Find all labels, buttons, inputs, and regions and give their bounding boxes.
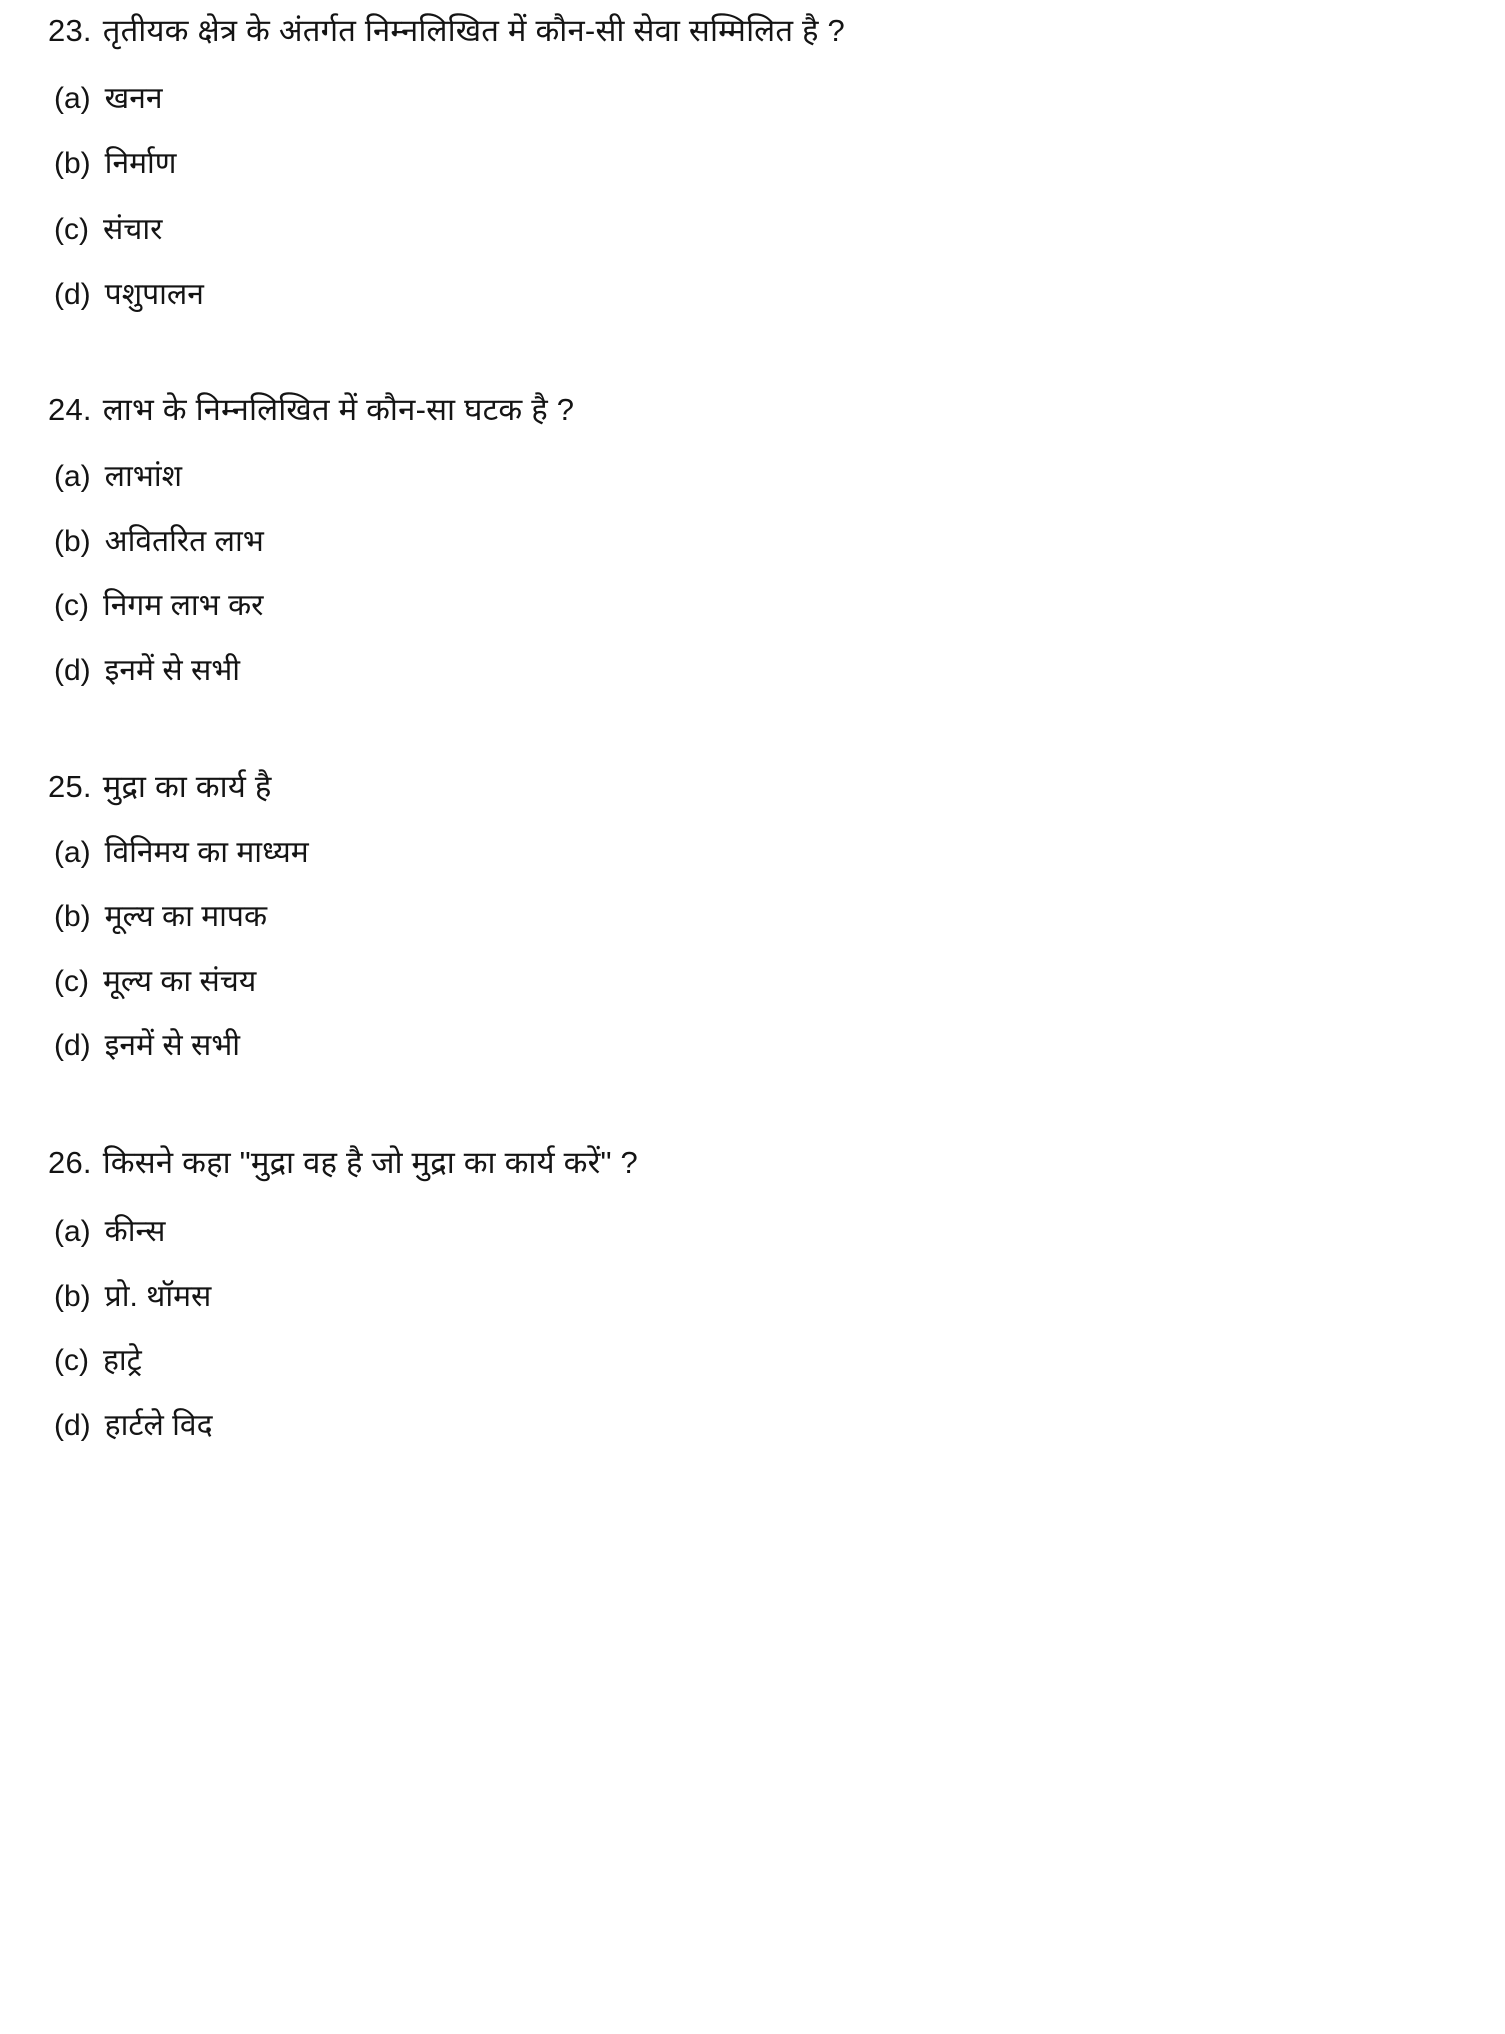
option-label: (d) — [54, 1029, 91, 1062]
option-list — [48, 1210, 1445, 1447]
option-d[interactable] — [48, 1024, 1445, 1068]
option-text: मूल्य का संचय — [102, 964, 257, 998]
option-label: (b) — [54, 1279, 91, 1313]
question-heading — [48, 1140, 1445, 1187]
option-label: (c) — [54, 1344, 89, 1377]
option-text: विनिमय का माध्यम — [104, 835, 309, 869]
question-text: लाभ के निम्नलिखित में कौन-सा घटक है ? — [102, 391, 575, 427]
option-b[interactable] — [48, 1275, 1445, 1319]
option-c[interactable] — [48, 584, 1445, 628]
option-text: निगम लाभ कर — [102, 589, 264, 622]
option-b[interactable] — [48, 520, 1445, 564]
question-block-23 — [48, 8, 1445, 317]
question-heading — [48, 764, 1445, 811]
question-block-25 — [48, 764, 1445, 1068]
option-list — [48, 77, 1445, 317]
option-text: प्रो. थॉमस — [104, 1279, 212, 1313]
question-heading — [48, 8, 1445, 55]
option-d[interactable] — [48, 1404, 1445, 1448]
question-number: 24. — [48, 391, 92, 427]
option-label: (a) — [54, 1215, 91, 1248]
option-text: संचार — [102, 212, 163, 246]
option-text: लाभांश — [104, 460, 183, 493]
question-number: 26. — [48, 1144, 92, 1180]
option-text: खनन — [104, 81, 163, 115]
option-text: इनमें से सभी — [104, 1029, 241, 1062]
option-a[interactable] — [48, 77, 1445, 121]
question-number: 25. — [48, 769, 92, 804]
option-text: इनमें से सभी — [104, 653, 241, 687]
option-text: कीन्स — [104, 1215, 166, 1248]
option-b[interactable] — [48, 895, 1445, 939]
option-c[interactable] — [48, 960, 1445, 1004]
option-label: (a) — [54, 81, 91, 115]
question-block-26 — [48, 1140, 1445, 1448]
option-a[interactable] — [48, 831, 1445, 875]
option-label: (b) — [54, 900, 91, 933]
option-c[interactable] — [48, 1339, 1445, 1383]
option-text: हार्टले विद — [104, 1408, 213, 1442]
option-a[interactable] — [48, 455, 1445, 499]
option-label: (d) — [54, 653, 91, 687]
question-text: मुद्रा का कार्य है — [102, 769, 272, 804]
option-text: पशुपालन — [104, 278, 204, 311]
option-list — [48, 831, 1445, 1068]
option-label: (d) — [54, 1408, 91, 1442]
option-text: अवितरित लाभ — [104, 524, 264, 558]
question-number: 23. — [48, 13, 92, 48]
question-text: किसने कहा "मुद्रा वह है जो मुद्रा का कार्य करें" ? — [102, 1144, 638, 1180]
question-block-24 — [48, 387, 1445, 693]
question-heading — [48, 387, 1445, 434]
option-text: निर्माण — [104, 147, 177, 180]
question-text: तृतीयक क्षेत्र के अंतर्गत निम्नलिखित में कौन-सी सेवा सम्मिलित है ? — [102, 13, 845, 48]
option-label: (b) — [54, 524, 91, 558]
option-label: (b) — [54, 147, 91, 180]
option-text: मूल्य का मापक — [104, 900, 267, 933]
option-text: हाट्रे — [102, 1344, 142, 1377]
option-a[interactable] — [48, 1210, 1445, 1254]
option-label: (c) — [54, 589, 89, 622]
option-c[interactable] — [48, 208, 1445, 252]
option-list — [48, 455, 1445, 692]
option-label: (a) — [54, 835, 91, 869]
option-d[interactable] — [48, 273, 1445, 317]
option-label: (c) — [54, 964, 89, 998]
option-b[interactable] — [48, 142, 1445, 186]
option-label: (a) — [54, 460, 91, 493]
option-d[interactable] — [48, 649, 1445, 693]
option-label: (c) — [54, 212, 89, 246]
option-label: (d) — [54, 278, 91, 311]
